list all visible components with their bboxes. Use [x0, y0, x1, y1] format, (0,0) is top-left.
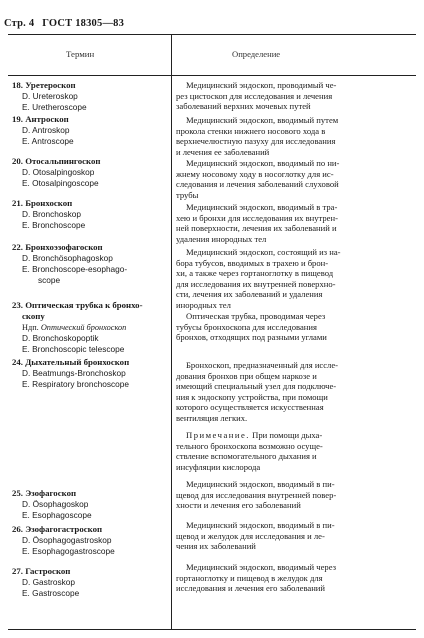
definition-line: чения их заболеваний — [176, 541, 256, 552]
term-de: D. Ösophagoskop — [22, 499, 89, 509]
page-number: Стр. 4 — [4, 18, 35, 29]
term-de: D. Beatmungs-Bronchoskop — [22, 368, 126, 378]
term-de: D. Ureteroskop — [22, 91, 78, 101]
term-de: D. Ösophagogastroskop — [22, 535, 112, 545]
definition-line: рез цистоскоп для исследования и лечения — [176, 90, 333, 101]
column-header-term: Термин — [66, 49, 95, 59]
definition — [176, 158, 410, 200]
remark — [176, 430, 410, 472]
term-en: E. Bronchoscope-esophago- — [22, 264, 128, 274]
term-ru: Эзофагогастроскоп — [25, 524, 103, 534]
term-en: E. Antroscope — [22, 136, 74, 146]
term-ru: Дыхательный бронхоскоп — [25, 357, 130, 367]
term-ru: Уретероскоп — [25, 80, 76, 90]
remark-line: инсуфляции кислорода — [176, 461, 261, 472]
term-number: 25. — [12, 488, 23, 498]
definition — [176, 520, 410, 552]
definition-line: гортаноглотку и пищевод в желудок для — [176, 572, 323, 583]
term-ru: Гастроскоп — [25, 566, 71, 576]
definition — [176, 80, 410, 112]
definition-line: удаления инородных тел — [176, 233, 267, 244]
term-number: 27. — [12, 566, 23, 576]
definition-line: жнему носовому ходу в носоглотку для ис- — [176, 168, 334, 179]
term-en: E. Esophagoscope — [22, 510, 92, 520]
definition-line: инородных тел — [176, 299, 231, 310]
term-number: 21. — [12, 198, 23, 208]
definition-line: и лечения ее заболеваний — [176, 146, 270, 157]
term-ru: Антроскоп — [25, 114, 69, 124]
term-en: E. Otosalpingoscope — [22, 178, 99, 188]
definition-line: Медицинский эндоскоп, проводимый че- — [186, 80, 337, 90]
definition-line: тубусы бронхоскопа для исследования — [176, 321, 317, 332]
term-number: 18. — [12, 80, 23, 90]
definition-line: бора тубусов, вводимых в трахею и брон- — [176, 257, 329, 268]
definition-line: вентиляция легких. — [176, 412, 248, 423]
term-en-cont: scope — [38, 275, 61, 285]
note-text: Оптический бронхоскоп — [40, 323, 127, 332]
definition-line: следования и лечения заболеваний слуховой — [176, 179, 339, 190]
definition-line: которого осуществляется искусственная — [176, 402, 324, 413]
term-number: 26. — [12, 524, 23, 534]
column-header-definition: Определение — [232, 49, 281, 59]
term-de: D. Antroskop — [22, 125, 70, 135]
remark-line: ствление вспомогательного дыхания и — [176, 451, 317, 462]
term-note — [12, 322, 164, 333]
definition — [176, 311, 410, 343]
term-en: E. Respiratory bronchoscope — [22, 379, 129, 389]
term-number: 20. — [12, 156, 23, 166]
definition — [176, 247, 410, 311]
definition-line: хности и лечения его заболеваний — [176, 500, 301, 511]
term-number: 24. — [12, 357, 23, 367]
term-en: E. Uretheroscope — [22, 102, 87, 112]
term-de: D. Bronchoskopoptik — [22, 333, 99, 343]
page-header — [4, 18, 124, 29]
term-de: D. Bronchösophagoskop — [22, 253, 113, 263]
definition-line: Медицинский эндоскоп, вводимый путем — [186, 115, 339, 125]
definition-line: Бронхоскоп, предназначенный для иссле- — [186, 360, 339, 370]
term-entry — [12, 156, 164, 189]
term-de: D. Bronchoskop — [22, 209, 82, 219]
definition — [176, 202, 410, 244]
definition-line: хею и бронхи для исследования их внутрен- — [176, 212, 338, 223]
term-entry — [12, 80, 164, 113]
term-entry — [12, 524, 164, 557]
definition-line: Оптическая трубка, проводимая через — [186, 311, 326, 321]
definition-line: заболеваний верхних мочевых путей — [176, 101, 311, 112]
term-entry — [12, 198, 164, 231]
note-label: Ндп. — [22, 323, 39, 332]
definition-line: верхнечелюстную пазуху для исследования — [176, 136, 336, 147]
definition-line: щевод для исследования внутренней повер- — [176, 489, 337, 500]
definition-line: Медицинский эндоскоп, вводимый в тра- — [186, 202, 338, 212]
term-entry — [12, 300, 164, 355]
definition — [176, 360, 410, 424]
definition-line: Медицинский эндоскоп, вводимый по ни- — [186, 158, 340, 168]
term-ru: Отосальпингоскоп — [25, 156, 101, 166]
definition-line: хи, а также через гортаноглотку в пищевод — [176, 268, 334, 279]
remark-label: Примечание. — [186, 430, 250, 440]
definition-line: Медицинский эндоскоп, вводимый через — [186, 562, 337, 572]
definition-line: имеющий специальный узел для подключе- — [176, 381, 337, 392]
definition — [176, 479, 410, 511]
definition-line: щевод и желудок для исследования и ле- — [176, 530, 325, 541]
term-entry — [12, 488, 164, 521]
definition — [176, 562, 410, 594]
term-ru: Бронхоскоп — [25, 198, 73, 208]
definition-line: прокола стенки нижнего носового хода в — [176, 125, 326, 136]
term-number: 22. — [12, 242, 23, 252]
term-entry — [12, 242, 164, 286]
definition — [176, 115, 410, 157]
definition-line: трубы — [176, 189, 199, 200]
term-en: E. Bronchoscope — [22, 220, 86, 230]
term-number: 19. — [12, 114, 23, 124]
term-de: D. Otosalpingoskop — [22, 167, 95, 177]
definition-line: Медицинский эндоскоп, вводимый в пи- — [186, 479, 335, 489]
term-en: E. Esophagogastroscope — [22, 546, 115, 556]
definition-line: исследования и лечения его заболеваний — [176, 583, 326, 594]
remark-line: тельного бронхоскопа возможно осуще- — [176, 440, 323, 451]
definition-line: для исследования их внутренней поверхно- — [176, 278, 336, 289]
definition-line: сти, лечения их заболеваний и удаления — [176, 289, 323, 300]
definition-line: Медицинский эндоскоп, состоящий из на- — [186, 247, 341, 257]
standard-code: ГОСТ 18305—83 — [42, 18, 125, 29]
term-entry — [12, 357, 164, 390]
definition-line: дования бронхов при общем наркозе и — [176, 370, 317, 381]
term-ru: Оптическая трубка к бронхо- — [25, 300, 143, 310]
term-entry — [12, 566, 164, 599]
column-divider — [171, 35, 172, 629]
term-number: 23. — [12, 300, 23, 310]
term-en: E. Bronchoscopic telescope — [22, 344, 125, 354]
definition-line: ния к эндоскопу устройства, при помощи — [176, 391, 328, 402]
definition-line: бронхов, отходящих под разными углами — [176, 332, 327, 343]
term-ru: Бронхоэзофагоскоп — [25, 242, 103, 252]
term-en: E. Gastroscope — [22, 588, 80, 598]
term-ru: Эзофагоскоп — [25, 488, 77, 498]
definition-line: Медицинский эндоскоп, вводимый в пи- — [186, 520, 335, 530]
term-de: D. Gastroskop — [22, 577, 76, 587]
header-rule — [8, 75, 416, 76]
definition-line: ней поверхности, лечения их заболеваний и — [176, 223, 337, 234]
term-ru-cont: скопу — [22, 311, 45, 321]
term-entry — [12, 114, 164, 147]
remark-line: При помощи дыха- — [252, 430, 323, 440]
